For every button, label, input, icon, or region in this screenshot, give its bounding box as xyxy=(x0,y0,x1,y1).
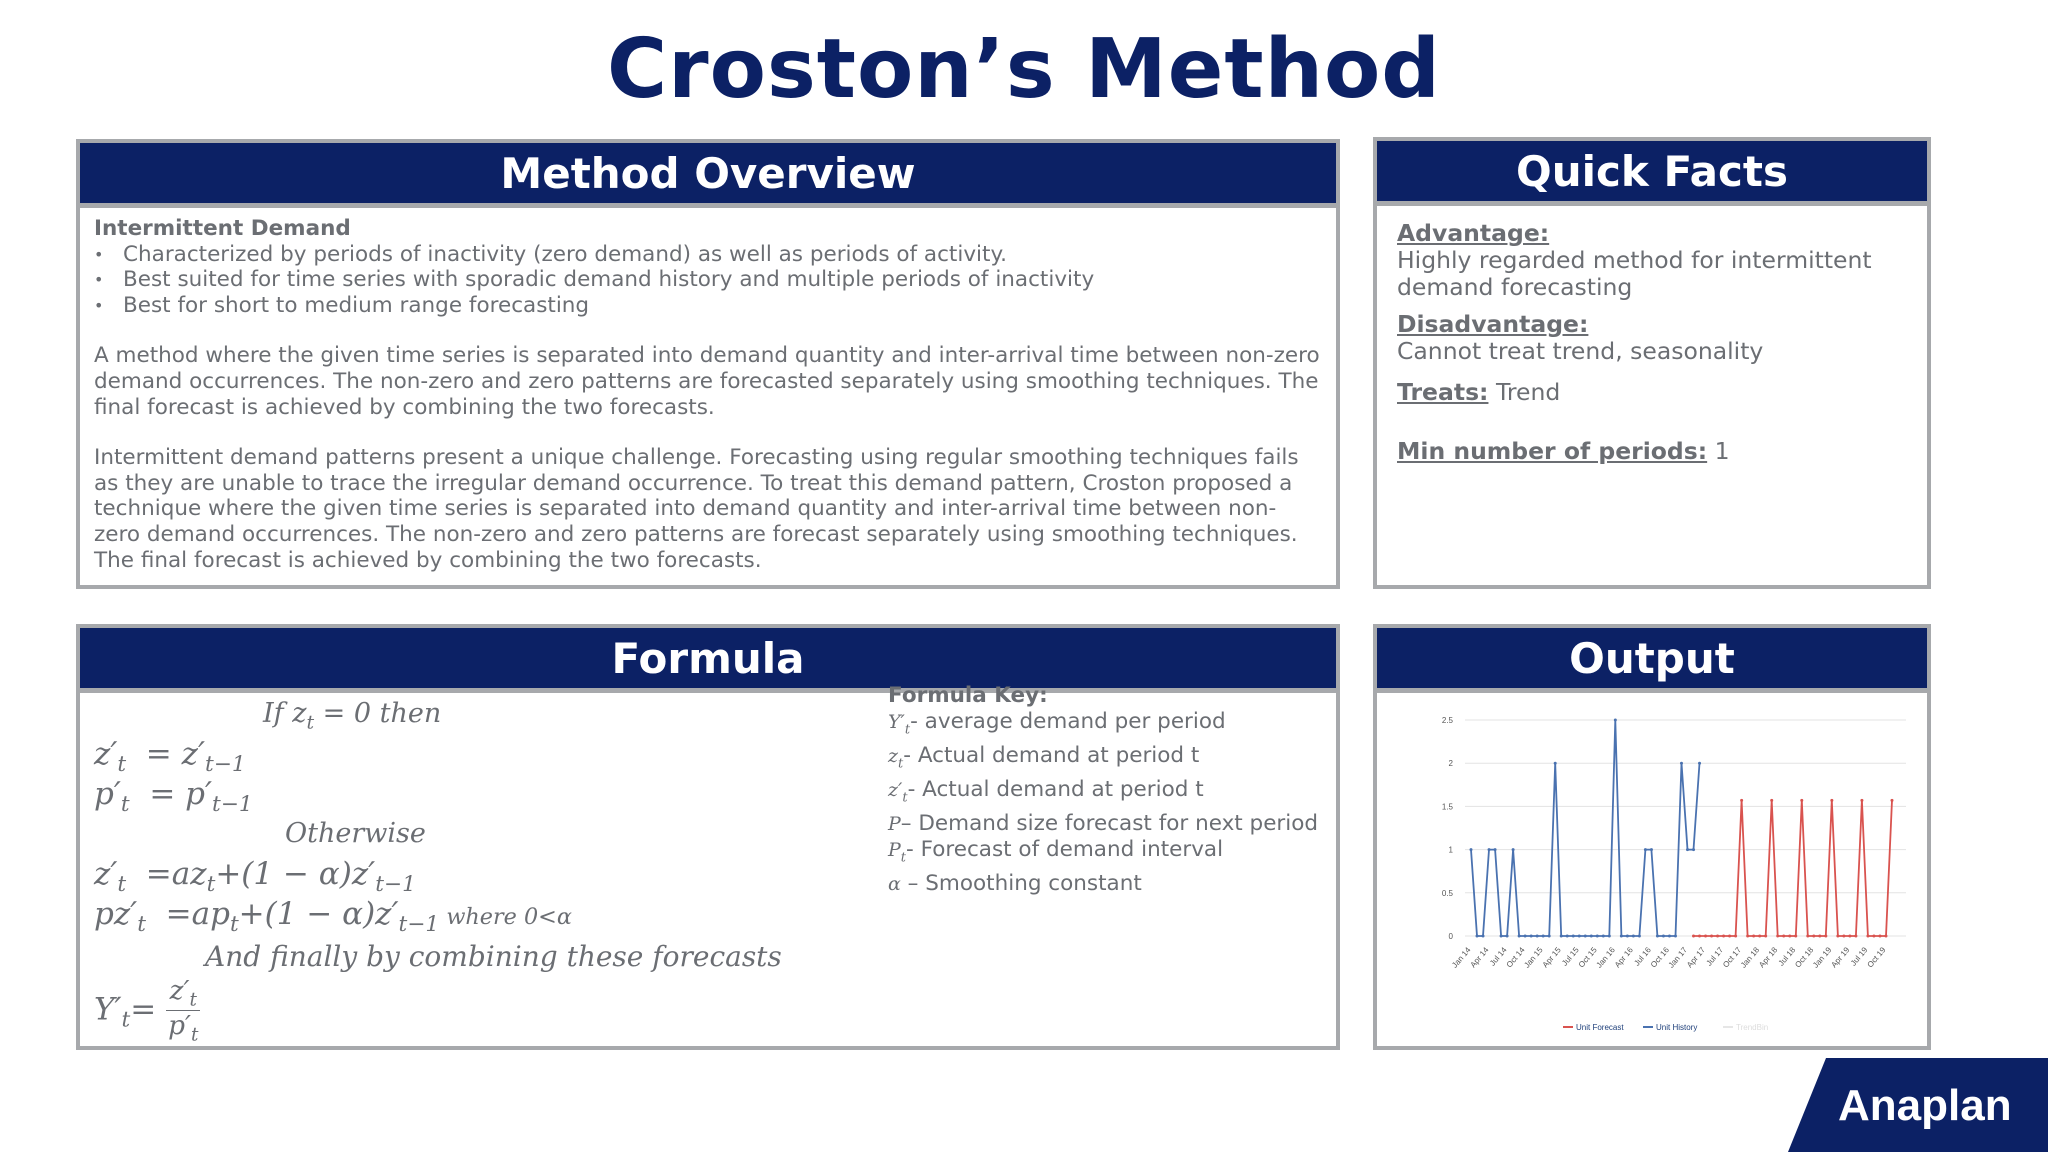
overview-paragraph-2: Intermittent demand patterns present a unique challenge. Forecasting using regular smoothing techniques fails as they are unable to trace the irregular demand occurrence. To treat this demand pattern, Croston proposed a technique where the given time series is separated into demand quantity and inter-arrival time between non-zero demand occurrences. The non-zero and zero patterns are forecast separately using smoothing techniques. The final forecast is achieved by combining the two forecasts. xyxy=(94,445,1299,573)
chart-point xyxy=(1794,935,1797,938)
formula-key-item: α – Smoothing constant xyxy=(888,871,1142,897)
chart-point xyxy=(1608,935,1611,938)
min-periods-text: 1 xyxy=(1714,437,1730,465)
formula-header: Formula xyxy=(80,628,1336,693)
anaplan-logo-text: Anaplan xyxy=(1838,1081,2012,1130)
chart-point xyxy=(1500,935,1503,938)
chart-point xyxy=(1812,935,1815,938)
chart-point xyxy=(1584,935,1587,938)
output-header: Output xyxy=(1377,628,1927,693)
chart-point xyxy=(1656,935,1659,938)
method-overview-header: Method Overview xyxy=(80,143,1336,208)
formula-key-item: $z'_t-$ Actual demand at period t xyxy=(888,776,1204,805)
chart-point xyxy=(1806,935,1809,938)
chart-point xyxy=(1572,935,1575,938)
intermittent-demand-heading: Intermittent Demand xyxy=(94,216,351,241)
chart-point xyxy=(1776,935,1779,938)
chart-x-tick-label: Apr 16 xyxy=(1612,945,1635,970)
chart-point xyxy=(1548,935,1551,938)
chart-point xyxy=(1638,935,1641,938)
chart-point xyxy=(1704,935,1707,938)
formula-y-final: $Y'_t=$ $\frac{z'_t}{p'_t}$ xyxy=(94,976,199,1046)
chart-x-tick-label: Oct 15 xyxy=(1576,945,1599,970)
disadvantage-label: Disadvantage: xyxy=(1397,310,1589,338)
chart-point xyxy=(1830,799,1833,802)
chart-point xyxy=(1878,935,1881,938)
chart-point xyxy=(1734,935,1737,938)
chart-x-tick-label: Oct 17 xyxy=(1721,945,1744,970)
chart-point xyxy=(1692,848,1695,851)
formula-key-title: Formula Key: xyxy=(888,683,1048,708)
chart-point xyxy=(1752,935,1755,938)
formula-panel xyxy=(76,624,1340,1050)
chart-legend-label: Unit History xyxy=(1656,1023,1698,1032)
chart-point xyxy=(1494,848,1497,851)
formula-key-item: $P_t-$ Forecast of demand interval xyxy=(888,837,1224,866)
page-title: Croston’s Method xyxy=(607,22,1441,117)
chart-y-tick-label: 2.5 xyxy=(1441,716,1453,725)
chart-series-line xyxy=(1694,800,1893,936)
treats-label: Treats: xyxy=(1397,378,1489,406)
chart-point xyxy=(1770,799,1773,802)
chart-point xyxy=(1644,848,1647,851)
chart-point xyxy=(1680,762,1683,765)
chart-point xyxy=(1662,935,1665,938)
chart-x-tick-label: Apr 18 xyxy=(1757,945,1780,970)
chart-x-tick-label: Apr 19 xyxy=(1829,945,1852,970)
chart-x-tick-label: Oct 16 xyxy=(1648,945,1671,970)
chart-point xyxy=(1488,848,1491,851)
formula-key-item: $Y'_t-$ average demand per period xyxy=(888,708,1226,737)
chart-point xyxy=(1872,935,1875,938)
chart-point xyxy=(1506,935,1509,938)
chart-point xyxy=(1728,935,1731,938)
chart-point xyxy=(1692,935,1695,938)
chart-x-tick-label: Jul 16 xyxy=(1632,945,1653,968)
chart-point xyxy=(1698,762,1701,765)
chart-point xyxy=(1542,935,1545,938)
chart-x-tick-label: Apr 15 xyxy=(1540,945,1563,970)
formula-p-update: $pz'_t =ap_t+(1 - \alpha)z'_{t-1}$ where 0<α xyxy=(94,896,572,938)
chart-point xyxy=(1800,799,1803,802)
chart-point xyxy=(1788,935,1791,938)
output-chart xyxy=(1383,700,1923,1045)
treats-text: Trend xyxy=(1495,378,1561,406)
formula-key xyxy=(888,683,1318,898)
chart-point xyxy=(1860,799,1863,802)
chart-point xyxy=(1668,935,1671,938)
chart-point xyxy=(1866,935,1869,938)
chart-x-tick-label: Jan 19 xyxy=(1811,945,1834,970)
chart-point xyxy=(1674,935,1677,938)
formula-z-update: $z'_t =az_t+(1 - \alpha)z'_{t-1}$ xyxy=(94,856,416,898)
chart-point xyxy=(1602,935,1605,938)
chart-point xyxy=(1746,935,1749,938)
method-overview-panel xyxy=(76,139,1340,589)
disadvantage-text: Cannot treat trend, seasonality xyxy=(1397,337,1764,365)
chart-point xyxy=(1560,935,1563,938)
anaplan-logo xyxy=(1788,1058,2048,1152)
chart-point xyxy=(1554,762,1557,765)
quick-facts-header: Quick Facts xyxy=(1377,141,1927,206)
chart-point xyxy=(1512,848,1515,851)
chart-point xyxy=(1854,935,1857,938)
chart-point xyxy=(1620,935,1623,938)
formula-if-line: If $z_t = 0$ then xyxy=(263,698,442,734)
chart-x-tick-label: Jan 15 xyxy=(1522,945,1545,970)
chart-point xyxy=(1836,935,1839,938)
output-panel xyxy=(1373,624,1931,1050)
chart-point xyxy=(1470,848,1473,851)
chart-point xyxy=(1848,935,1851,938)
chart-point xyxy=(1884,935,1887,938)
chart-point xyxy=(1716,935,1719,938)
chart-y-tick-label: 0 xyxy=(1448,932,1453,941)
chart-point xyxy=(1482,935,1485,938)
chart-point xyxy=(1596,935,1599,938)
chart-x-tick-label: Jan 18 xyxy=(1738,945,1762,970)
chart-x-tick-label: Jul 19 xyxy=(1848,945,1870,968)
chart-point xyxy=(1566,935,1569,938)
chart-y-tick-label: 1.5 xyxy=(1441,802,1453,812)
chart-x-tick-label: Jan 16 xyxy=(1594,945,1617,970)
chart-point xyxy=(1524,935,1527,938)
chart-point xyxy=(1626,935,1629,938)
chart-y-tick-label: 2 xyxy=(1448,759,1453,769)
chart-point xyxy=(1578,935,1581,938)
chart-series-line xyxy=(1471,720,1700,936)
overview-bullet: • Best for short to medium range forecasting xyxy=(94,293,1322,319)
chart-point xyxy=(1758,935,1761,938)
overview-bullets xyxy=(94,242,1322,319)
chart-x-tick-label: Oct 14 xyxy=(1504,945,1527,970)
chart-point xyxy=(1782,935,1785,938)
chart-point xyxy=(1632,935,1635,938)
chart-point xyxy=(1890,799,1893,802)
chart-point xyxy=(1518,935,1521,938)
formula-combine-line: And finally by combining these forecasts xyxy=(205,940,782,973)
chart-point xyxy=(1590,935,1593,938)
chart-point xyxy=(1764,935,1767,938)
chart-y-tick-label: 1 xyxy=(1448,845,1453,855)
chart-legend-label: TrendBin xyxy=(1736,1023,1769,1032)
chart-point xyxy=(1476,935,1479,938)
chart-x-tick-label: Jan 14 xyxy=(1450,945,1473,970)
chart-x-tick-label: Oct 19 xyxy=(1865,945,1888,970)
chart-x-tick-label: Apr 14 xyxy=(1468,945,1491,970)
chart-x-tick-label: Apr 17 xyxy=(1685,945,1708,970)
chart-point xyxy=(1842,935,1845,938)
formula-key-item: $z_t-$ Actual demand at period t xyxy=(888,742,1200,771)
chart-x-tick-label: Jul 14 xyxy=(1487,945,1509,968)
chart-point xyxy=(1686,848,1689,851)
chart-point xyxy=(1740,799,1743,802)
chart-point xyxy=(1650,848,1653,851)
quick-facts-panel xyxy=(1373,137,1931,589)
chart-x-tick-label: Jan 17 xyxy=(1666,945,1690,970)
chart-x-tick-label: Oct 18 xyxy=(1793,945,1816,970)
chart-point xyxy=(1614,719,1617,722)
chart-x-tick-label: Jul 15 xyxy=(1560,945,1581,968)
chart-x-tick-label: Jul 17 xyxy=(1704,945,1726,968)
advantage-label: Advantage: xyxy=(1397,219,1550,247)
chart-point xyxy=(1698,935,1701,938)
chart-point xyxy=(1824,935,1827,938)
formula-key-item: P– Demand size forecast for next period xyxy=(888,810,1319,836)
overview-bullet: • Best suited for time series with sporadic demand history and multiple periods of inactivity xyxy=(94,267,1322,293)
chart-point xyxy=(1722,935,1725,938)
chart-point xyxy=(1536,935,1539,938)
min-periods-label: Min number of periods: xyxy=(1397,437,1708,465)
chart-legend-label: Unit Forecast xyxy=(1576,1023,1624,1032)
chart-point xyxy=(1710,935,1713,938)
chart-y-tick-label: 0.5 xyxy=(1441,888,1453,898)
overview-bullet: • Characterized by periods of inactivity (zero demand) as well as periods of activity. xyxy=(94,242,1322,268)
chart-x-tick-label: Jul 18 xyxy=(1776,945,1798,968)
advantage-text: Highly regarded method for intermittent demand forecasting xyxy=(1397,246,1872,301)
formula-z-carry: $z'_t = z'_{t-1}$ xyxy=(94,736,246,778)
formula-otherwise: Otherwise xyxy=(285,818,426,849)
formula-p-carry: $p'_t = p'_{t-1}$ xyxy=(94,776,253,818)
chart-point xyxy=(1818,935,1821,938)
overview-paragraph-1: A method where the given time series is separated into demand quantity and inter-arrival time between non-zero demand occurrences. The non-zero and zero patterns are forecasted separately using smoothing techniques. The final forecast is achieved by combining the two forecasts. xyxy=(94,343,1320,420)
chart-point xyxy=(1530,935,1533,938)
